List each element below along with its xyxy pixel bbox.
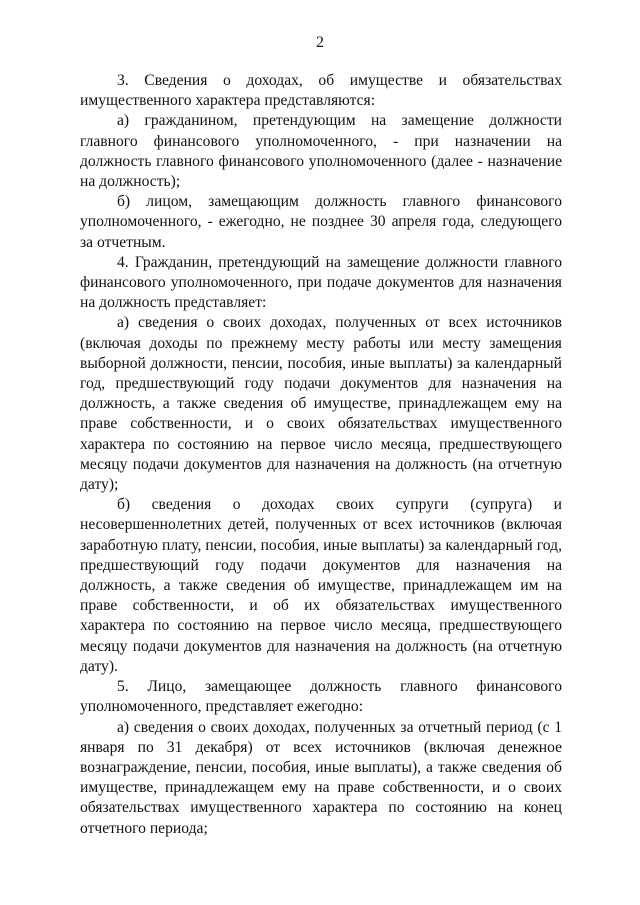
paragraph-3a: а) гражданином, претендующим на замещение должности главного финансового уполномоченного, - при назначении на должность главного финансового уполномоченного (далее - назначение на должность); (80, 112, 562, 191)
paragraph-4: 4. Гражданин, претендующий на замещение должности главного финансового уполномоченного, при подаче документов для назначения на должность представляет: (80, 253, 562, 312)
paragraph-5a: а) сведения о своих доходах, полученных за отчетный период (с 1 января по 31 декабря) от всех источников (включая денежное вознаграждение, пенсии, пособия, иные выплаты), а также сведения об имуществе, принадлежащем ему на праве собственности, и о своих обязательствах имущественного характера по состоянию на конец отчетного периода; (80, 718, 562, 837)
paragraph-3: 3. Сведения о доходах, об имуществе и обязательствах имущественного характера представляются: (80, 72, 562, 110)
document-body (80, 71, 562, 839)
paragraph-5: 5. Лицо, замещающее должность главного финансового уполномоченного, представляет ежегодно: (80, 678, 562, 716)
paragraph-4a: а) сведения о своих доходах, полученных от всех источников (включая доходы по прежнему месту работы или месту замещения выборной должности, пенсии, пособия, иные выплаты) за календарный год, предшествующий году подачи документов для назначения на должность, а также сведения об имуществе, принадлежащем ему на праве собственности, и о своих обязательствах имущественного характера по состоянию на первое число месяца, предшествующего месяцу подачи документов для назначения на должность (на отчетную дату); (80, 314, 562, 494)
paragraph-3b: б) лицом, замещающим должность главного финансового уполномоченного, - ежегодно, не позднее 30 апреля года, следующего за отчетным. (80, 193, 562, 251)
page-number: 2 (316, 34, 324, 51)
paragraph-4b: б) сведения о доходах своих супруги (супруга) и несовершеннолетних детей, полученных от всех источников (включая заработную плату, пенсии, пособия, иные выплаты) за календарный год, предшествующий году подачи документов для назначения на должность, а также сведения об имуществе, принадлежащем им на праве собственности, и об их обязательствах имущественного характера по состоянию на первое число месяца, предшествующего месяцу подачи документов для назначения на должность (на отчетную дату). (80, 496, 562, 675)
